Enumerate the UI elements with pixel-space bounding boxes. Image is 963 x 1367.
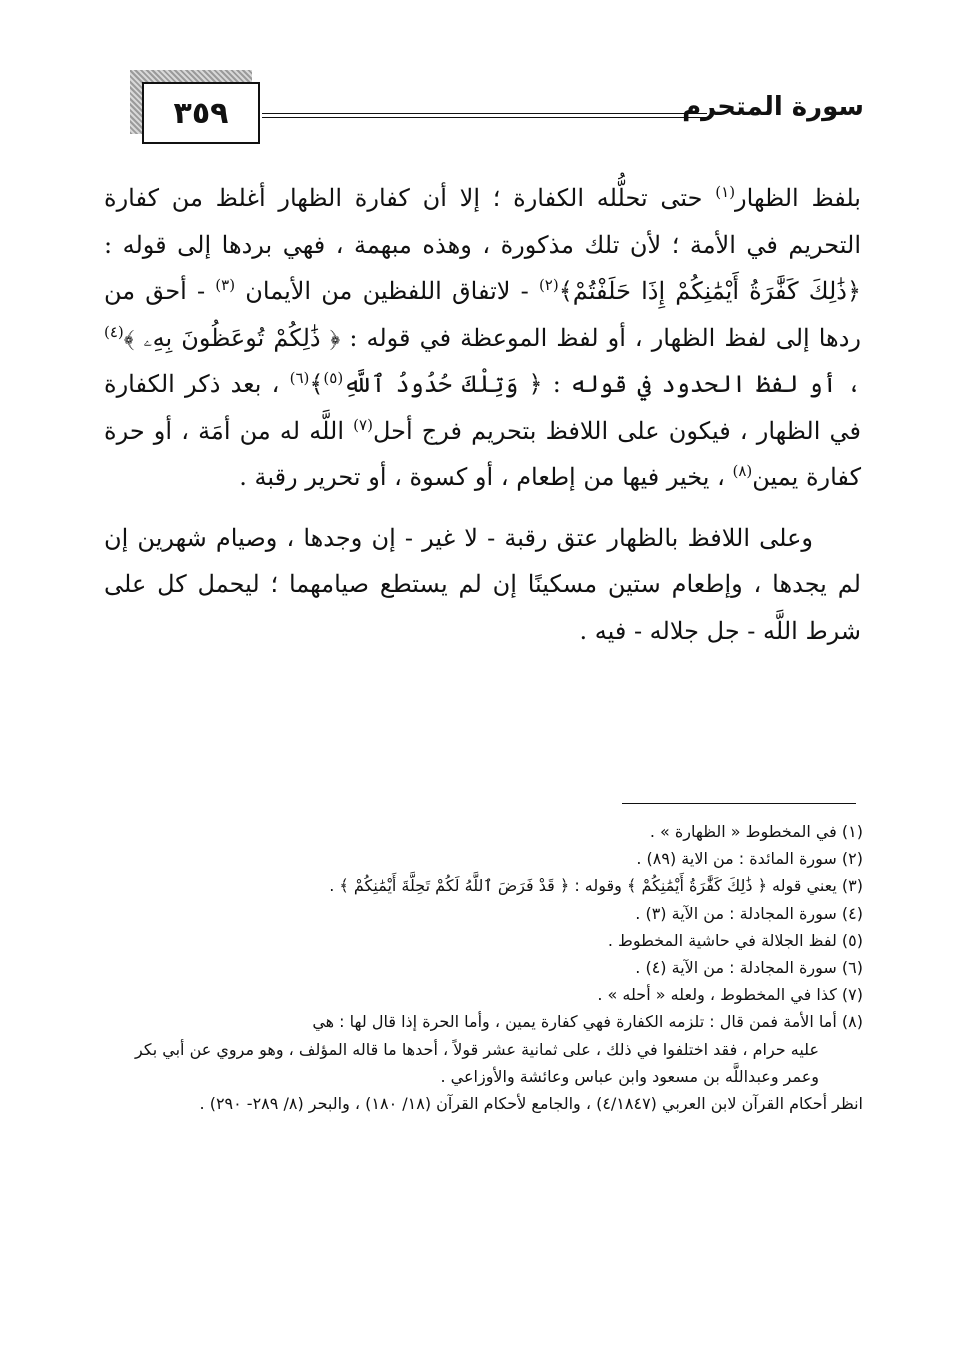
footnote-5: (٥) لفظ الجلالة في حاشية المخطوط . — [607, 930, 863, 950]
footnote-ref: (١) — [715, 183, 736, 201]
quran-quote: ﴿ وَتِلْكَ حُدُودُ ٱللَّهِ — [343, 370, 543, 398]
quran-quote-close: ﴾ — [309, 370, 324, 398]
footnote-ref: (٣) — [215, 276, 236, 294]
footnotes — [115, 818, 863, 1117]
main-text — [104, 175, 861, 654]
footnote-ref: (٤) — [104, 322, 124, 341]
text-segment: - لاتفاق اللفظين من الأيمان — [235, 277, 539, 305]
footnote-1: (١) في المخطوط « الظهارة » . — [649, 822, 863, 841]
text-segment: ، يخير فيها من إطعام ، أو كسوة ، أو تحرير رقبة . — [239, 463, 733, 491]
footnote-ref: (٦) — [289, 369, 310, 387]
page-number-box — [142, 82, 260, 144]
text-segment: بلفظ الظهار — [735, 184, 861, 212]
text-segment: ، بعد ذكر الكفارة في الظهار ، فيكون على اللافظ بتحريم فرج أحل — [104, 370, 861, 445]
footnote-8-continuation: عليه حرام ، فقد اختلفوا في ذلك ، على ثمانية عشر قولاً ، أحدها ما قاله المؤلف ، وهو مروي عن أبي بكر وعمر وعبداللَّه بن مسعود وابن عباس وعائشة والأوزاعي . — [135, 1039, 819, 1086]
footnote-separator — [622, 803, 856, 804]
paragraph-1 — [104, 175, 861, 501]
footnote-6: (٦) سورة المجادلة : من الآية (٤) . — [635, 958, 863, 978]
footnote-7: (٧) كذا في المخطوط ، ولعله « أحله » . — [597, 985, 863, 1005]
footnote-ref: (٥) — [323, 369, 344, 387]
footnote-3: (٣) يعني قوله ﴿ ذَٰلِكَ كَفَّٰرَةُ أَيْمَٰنِكُمْ ﴾ وقوله : ﴿ قَدْ فَرَضَ ٱللَّهُ لَكُمْ تَحِلَّةَ أَيْمَٰنِكُمْ ﴾ . — [329, 876, 863, 896]
text-segment: ، أو لفظ الحدود في قوله : — [542, 370, 862, 398]
header-rule — [262, 117, 707, 118]
footnote-8-first-line: (٨) أما الأمة فمن قال : تلزمه الكفارة فهي كفارة يمين ، وأما الحرة إذا قال لها : هي — [312, 1012, 863, 1032]
footnote-8 — [115, 1008, 863, 1117]
text-segment: - أحق من ردها إلى لفظ الظهار ، أو لفظ الموعظة في قوله : — [104, 277, 861, 352]
footnote-4: (٤) سورة المجادلة : من الآية (٣) . — [635, 903, 863, 923]
paragraph-2: وعلى اللافظ بالظهار عتق رقبة - لا غير - إن وجدها ، وصيام شهرين إن لم يجدها ، وإطعام ستين مسكينًا إن لم يستطع صيامهما ؛ ليحمل كل على شرط اللَّه - جل جلاله - فيه . — [104, 523, 861, 645]
chapter-title: سورة المتحرم — [682, 92, 864, 122]
quran-quote: ﴿ ذَٰلِكُمْ تُوعَظُونَ بِهِۦ ﴾ — [123, 323, 341, 352]
footnote-ref: (٢) — [538, 276, 559, 294]
footnote-8-reference: انظر أحكام القرآن لابن العربي (٤/١٨٤٧) ، والجامع لأحكام القرآن (١٨/ ١٨٠) ، والبحر (٨/ ٢٨٩- ٢٩٠) . — [199, 1094, 863, 1114]
footnote-ref: (٧) — [353, 415, 373, 434]
footnote-2: (٢) سورة المائدة : من الاية (٨٩) . — [636, 849, 863, 869]
header-rule — [262, 113, 707, 114]
quran-quote: ﴿ذَٰلِكَ كَفَّٰرَةُ أَيْمَٰنِكُمْ إِذَا حَلَفْتُمْ﴾ — [558, 277, 862, 305]
page-header — [100, 62, 870, 152]
page-number: ٣٥٩ — [173, 95, 229, 131]
text-segment: حتى تحلُّله الكفارة ؛ إلا أن كفارة الظهار أغلظ من كفارة التحريم في الأمة ؛ لأن تلك مذكورة ، وهذه مبهمة ، فهي بردها إلى قوله : — [104, 184, 861, 259]
text-segment: اللَّه له من أمَة ، أو حرة كفارة يمين — [104, 416, 861, 491]
footnote-ref: (٨) — [732, 462, 753, 480]
